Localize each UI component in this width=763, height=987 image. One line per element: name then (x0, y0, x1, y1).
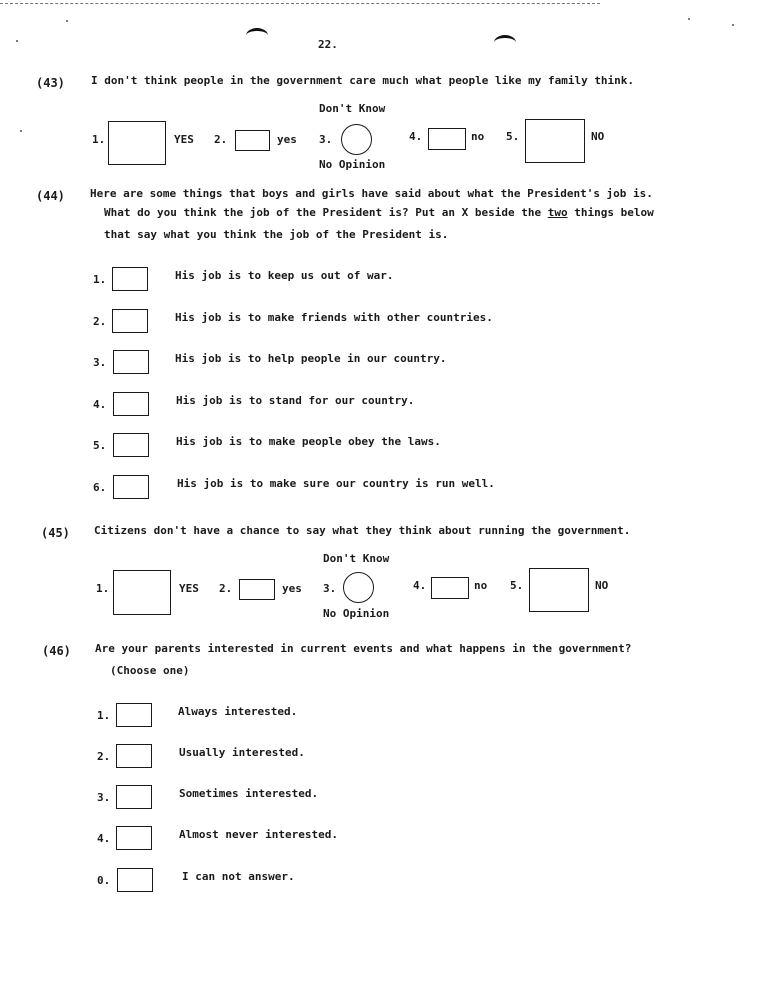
q45-opt1-label: YES (179, 582, 199, 595)
q44-opt5-text: His job is to make people obey the laws. (176, 435, 441, 448)
binding-mark-left (246, 28, 268, 43)
q44-opt4-text: His job is to stand for our country. (176, 394, 415, 407)
q45-number: (45) (41, 526, 70, 540)
q46-opt1-number: 1. (97, 709, 111, 722)
q45-dont-know-label: Don't Know (323, 552, 390, 565)
q43-yes-strong-checkbox[interactable] (108, 121, 166, 165)
q44-text-line2: What do you think the job of the President is? Put an X beside the two things below (104, 206, 654, 219)
q43-no-opinion-label: No Opinion (319, 158, 386, 171)
q44-opt4-checkbox[interactable] (113, 392, 149, 416)
q46-number: (46) (42, 644, 71, 658)
q43-opt4-label: no (471, 130, 485, 143)
q43-opt3-number: 3. (319, 133, 333, 146)
scan-speck (66, 20, 68, 22)
q43-opt2-number: 2. (214, 133, 228, 146)
q43-opt4-number: 4. (409, 130, 423, 143)
q45-yes-strong-checkbox[interactable] (113, 570, 171, 615)
q46-opt2-checkbox[interactable] (116, 744, 152, 768)
q45-opt4-number: 4. (413, 579, 427, 592)
q44-opt6-text: His job is to make sure our country is run well. (177, 477, 495, 490)
q46-text: Are your parents interested in current events and what happens in the government? (95, 642, 632, 655)
q43-yes-checkbox[interactable] (235, 130, 270, 151)
q44-opt1-checkbox[interactable] (112, 267, 148, 291)
q44-opt1-number: 1. (93, 273, 107, 286)
scan-speck (16, 40, 18, 42)
q43-no-strong-checkbox[interactable] (525, 119, 585, 163)
q44-opt6-checkbox[interactable] (113, 475, 149, 499)
q43-opt5-label: NO (591, 130, 605, 143)
q45-opt5-label: NO (595, 579, 609, 592)
q46-opt1-checkbox[interactable] (116, 703, 152, 727)
q43-text: I don't think people in the government care much what people like my family think. (91, 74, 635, 87)
q43-dont-know-circle[interactable] (341, 124, 372, 155)
q44-opt6-number: 6. (93, 481, 107, 494)
q43-no-checkbox[interactable] (428, 128, 466, 150)
q45-no-opinion-label: No Opinion (323, 607, 390, 620)
q46-opt2-number: 2. (97, 750, 111, 763)
q46-opt3-text: Sometimes interested. (179, 787, 319, 800)
top-dashed-border (0, 3, 600, 4)
q45-opt4-label: no (474, 579, 488, 592)
q44-opt5-number: 5. (93, 439, 107, 452)
q44-opt1-text: His job is to keep us out of war. (175, 269, 394, 282)
q44-opt3-checkbox[interactable] (113, 350, 149, 374)
q45-opt3-number: 3. (323, 582, 337, 595)
q46-opt5-checkbox[interactable] (117, 868, 153, 892)
q45-no-checkbox[interactable] (431, 577, 469, 599)
q46-opt2-text: Usually interested. (179, 746, 305, 759)
q44-opt3-number: 3. (93, 356, 107, 369)
q44-emphasis-two: two (547, 206, 568, 219)
scan-speck (20, 130, 22, 132)
q46-opt1-text: Always interested. (178, 705, 298, 718)
q46-opt5-text: I can not answer. (182, 870, 295, 883)
q45-text: Citizens don't have a chance to say what they think about running the government. (94, 524, 631, 537)
q44-opt2-text: His job is to make friends with other countries. (175, 311, 493, 324)
q44-opt2-number: 2. (93, 315, 107, 328)
q44-opt2-checkbox[interactable] (112, 309, 148, 333)
q43-opt1-number: 1. (92, 133, 106, 146)
q43-number: (43) (36, 76, 65, 90)
q46-opt4-number: 4. (97, 832, 111, 845)
q44-text-line3: that say what you think the job of the President is. (104, 228, 449, 241)
q45-opt5-number: 5. (510, 579, 524, 592)
q44-opt4-number: 4. (93, 398, 107, 411)
binding-mark-right (494, 35, 516, 50)
q45-opt2-label: yes (282, 582, 302, 595)
q46-opt4-text: Almost never interested. (179, 828, 338, 841)
q43-dont-know-label: Don't Know (319, 102, 386, 115)
q43-opt2-label: yes (277, 133, 297, 146)
q45-opt1-number: 1. (96, 582, 110, 595)
q45-dont-know-circle[interactable] (343, 572, 374, 603)
q46-instruction: (Choose one) (110, 664, 190, 677)
q46-opt5-number: 0. (97, 874, 111, 887)
q44-text-line1: Here are some things that boys and girls have said about what the President's job is. (90, 187, 653, 200)
page-number: 22. (318, 38, 338, 51)
q43-opt5-number: 5. (506, 130, 520, 143)
q45-yes-checkbox[interactable] (239, 579, 275, 600)
q45-no-strong-checkbox[interactable] (529, 568, 589, 612)
q46-opt3-number: 3. (97, 791, 111, 804)
q44-opt3-text: His job is to help people in our country. (175, 352, 447, 365)
q45-opt2-number: 2. (219, 582, 233, 595)
q43-opt1-label: YES (174, 133, 194, 146)
q46-opt4-checkbox[interactable] (116, 826, 152, 850)
q46-opt3-checkbox[interactable] (116, 785, 152, 809)
scan-speck (732, 24, 734, 26)
q44-number: (44) (36, 189, 65, 203)
scan-speck (688, 18, 690, 20)
q44-opt5-checkbox[interactable] (113, 433, 149, 457)
